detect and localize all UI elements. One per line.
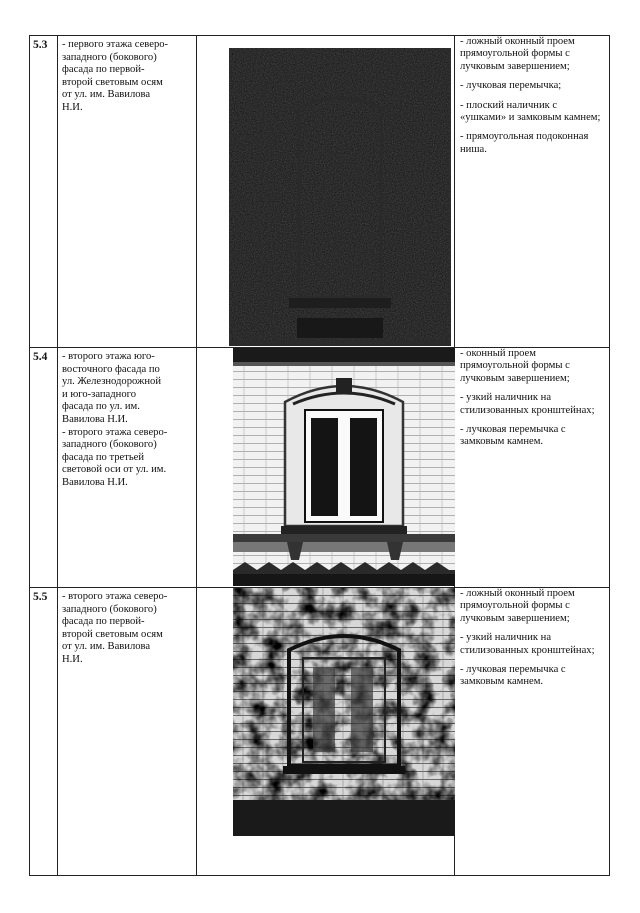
elements-cell	[455, 36, 610, 348]
row-number: 5.4	[30, 348, 58, 588]
element-item: - лучковая перемычка с замковым камнем.	[460, 664, 566, 688]
element-item: - ложный оконный проем прямоугольной формы с лучковым завершением;	[460, 588, 575, 624]
elements-cell	[455, 348, 610, 588]
location-cell	[58, 348, 197, 588]
row-number: 5.5	[30, 588, 58, 876]
element-item: - узкий наличник на стилизованных кронштейнах;	[460, 392, 595, 416]
elements-cell	[455, 588, 610, 876]
location-text: - второго этажа юго- восточного фасада по ул. Железнодорожной и юго-западного фасада по ул. им. Вавилова Н.И.	[62, 351, 162, 425]
table-row	[30, 36, 610, 348]
location-text: - первого этажа северо- западного (бокового) фасада по первой- второй световым осям от ул. им. Вавилова Н.И.	[62, 39, 169, 113]
photo-cell	[197, 588, 455, 876]
window-photo	[233, 348, 455, 586]
table-row	[30, 348, 610, 588]
photo-cell	[197, 36, 455, 348]
location-text: - второго этажа северо- западного (бокового) фасада по третьей световой оси от ул. им. Вавилова Н.И.	[62, 426, 168, 488]
location-cell	[58, 36, 197, 348]
row-number: 5.3	[30, 36, 58, 348]
false-window-photo	[233, 588, 455, 836]
photo-cell	[197, 348, 455, 588]
element-item: - прямоугольная подоконная ниша.	[460, 131, 589, 155]
element-item: - узкий наличник на стилизованных кронштейнах;	[460, 632, 595, 656]
element-item: - оконный проем прямоугольной формы с лучковым завершением;	[460, 348, 570, 384]
location-cell	[58, 588, 197, 876]
element-item: - плоский наличник с «ушками» и замковым камнем;	[460, 99, 601, 124]
element-item: - лучковая перемычка с замковым камнем.	[460, 424, 566, 448]
element-item: - ложный оконный проем прямоугольной формы с лучковым завершением;	[460, 36, 575, 72]
monument-elements-table	[29, 35, 610, 876]
false-window-photo	[229, 48, 451, 346]
element-item: - лучковая перемычка;	[460, 80, 562, 92]
table-row	[30, 588, 610, 876]
location-text: - второго этажа северо- западного (бокового) фасада по первой- второй световым осям от ул. им. Вавилова Н.И.	[62, 591, 168, 665]
